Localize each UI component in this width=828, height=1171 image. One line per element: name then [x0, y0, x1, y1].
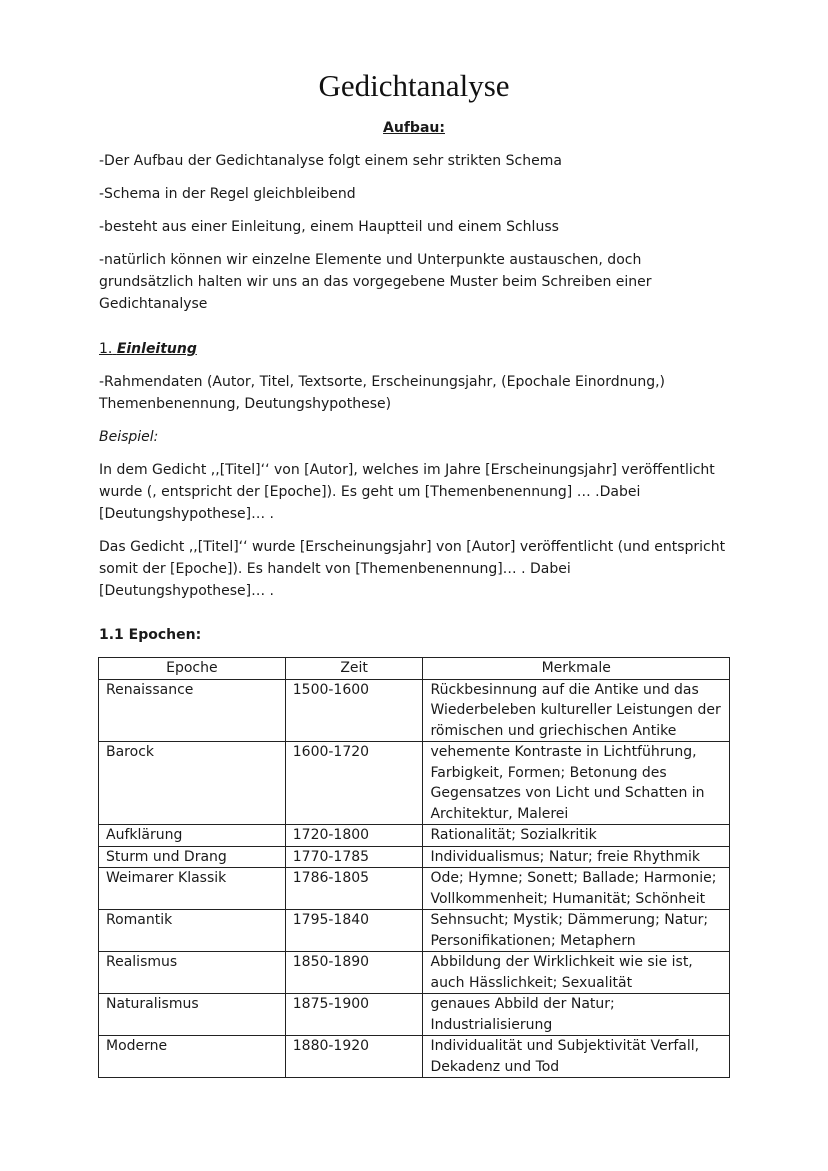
table-cell-epoche: Moderne [99, 1036, 286, 1078]
table-cell-zeit: 1850-1890 [285, 952, 423, 994]
aufbau-point-2: -Schema in der Regel gleichbleibend [99, 186, 356, 202]
epochen-table [98, 657, 730, 1078]
table-row [99, 952, 730, 994]
table-row [99, 846, 730, 868]
table-cell-merkmale: vehemente Kontraste in Lichtführung, Farbigkeit, Formen; Betonung des Gegensatzes von Licht und Schatten in Architektur, Malerei [423, 742, 730, 825]
table-row [99, 994, 730, 1036]
rahmendaten-text: -Rahmendaten (Autor, Titel, Textsorte, Erscheinungsjahr, (Epochale Einordnung,) Themenbenennung, Deutungshypothese) [99, 374, 666, 412]
table-row [99, 742, 730, 825]
table-header-row [99, 658, 730, 680]
table-cell-zeit: 1600-1720 [285, 742, 423, 825]
table-cell-merkmale: Individualität und Subjektivität Verfall, Dekadenz und Tod [423, 1036, 730, 1078]
table-header-cell: Merkmale [423, 658, 730, 680]
table-cell-zeit: 1880-1920 [285, 1036, 423, 1078]
aufbau-point-3: -besteht aus einer Einleitung, einem Hauptteil und einem Schluss [99, 219, 559, 235]
table-header-cell: Zeit [285, 658, 423, 680]
table-cell-zeit: 1795-1840 [285, 910, 423, 952]
table-cell-zeit: 1500-1600 [285, 679, 423, 742]
example-paragraph-1: In dem Gedicht ,,[Titel]‘‘ von [Autor], welches im Jahre [Erscheinungsjahr] veröffentlicht wurde (, entspricht der [Epoche]). Es geht um [Themenbenennung] … .Dabei [Deutungshypothese]… . [99, 462, 715, 522]
table-cell-epoche: Romantik [99, 910, 286, 952]
epochen-heading: 1.1 Epochen: [99, 627, 202, 643]
table-cell-merkmale: Abbildung der Wirklichkeit wie sie ist, auch Hässlichkeit; Sexualität [423, 952, 730, 994]
table-row [99, 868, 730, 910]
section-heading-einleitung [99, 338, 197, 360]
table-cell-zeit: 1720-1800 [285, 825, 423, 847]
table-row [99, 1036, 730, 1078]
example-paragraph-2: Das Gedicht ,,[Titel]‘‘ wurde [Erscheinungsjahr] von [Autor] veröffentlicht (und entspricht somit der [Epoche]). Es handelt von [Themenbenennung]… . Dabei [Deutungshypothese]… . [99, 539, 726, 599]
table-row [99, 910, 730, 952]
table-cell-merkmale: Sehnsucht; Mystik; Dämmerung; Natur; Personifikationen; Metaphern [423, 910, 730, 952]
table-cell-epoche: Renaissance [99, 679, 286, 742]
table-cell-epoche: Weimarer Klassik [99, 868, 286, 910]
table-cell-merkmale: Rationalität; Sozialkritik [423, 825, 730, 847]
table-cell-merkmale: Ode; Hymne; Sonett; Ballade; Harmonie; Vollkommenheit; Humanität; Schönheit [423, 868, 730, 910]
table-cell-epoche: Barock [99, 742, 286, 825]
table-cell-epoche: Naturalismus [99, 994, 286, 1036]
table-row [99, 679, 730, 742]
table-cell-epoche: Aufklärung [99, 825, 286, 847]
aufbau-point-1: -Der Aufbau der Gedichtanalyse folgt einem sehr strikten Schema [99, 153, 562, 169]
beispiel-label: Beispiel: [99, 429, 159, 445]
table-cell-merkmale: Individualismus; Natur; freie Rhythmik [423, 846, 730, 868]
table-header-cell: Epoche [99, 658, 286, 680]
table-cell-epoche: Sturm und Drang [99, 846, 286, 868]
table-row [99, 825, 730, 847]
section-number: 1. [99, 341, 113, 357]
table-cell-zeit: 1875-1900 [285, 994, 423, 1036]
section-title: Einleitung [116, 341, 197, 357]
document-title: Gedichtanalyse [318, 68, 510, 103]
table-cell-merkmale: Rückbesinnung auf die Antike und das Wiederbeleben kultureller Leistungen der römischen und griechischen Antike [423, 679, 730, 742]
table-cell-merkmale: genaues Abbild der Natur; Industrialisierung [423, 994, 730, 1036]
table-cell-zeit: 1770-1785 [285, 846, 423, 868]
aufbau-point-4: -natürlich können wir einzelne Elemente und Unterpunkte austauschen, doch grundsätzlich halten wir uns an das vorgegebene Muster beim Schreiben einer Gedichtanalyse [99, 252, 652, 312]
table-cell-epoche: Realismus [99, 952, 286, 994]
aufbau-heading: Aufbau: [383, 120, 445, 136]
table-cell-zeit: 1786-1805 [285, 868, 423, 910]
